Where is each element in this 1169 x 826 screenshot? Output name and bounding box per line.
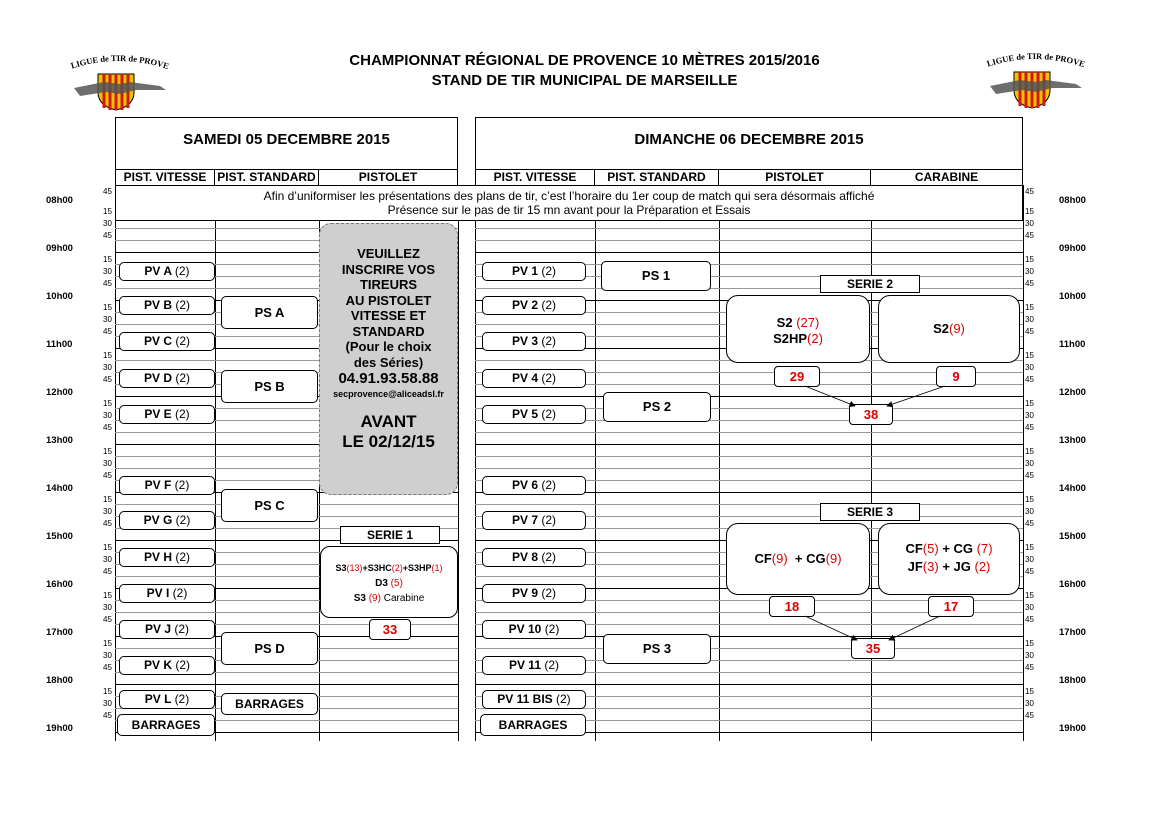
reminder-phone: 04.91.93.58.88 <box>338 370 439 387</box>
quarter-label-left: 15 <box>103 591 112 600</box>
quarter-label-left: 45 <box>103 279 112 288</box>
pv-count: (2) <box>175 658 191 672</box>
quarter-label-left: 45 <box>103 711 112 720</box>
quarter-label-right: 45 <box>1025 423 1034 432</box>
ps-a-box: PS A <box>221 296 318 329</box>
quarter-label-right: 15 <box>1025 255 1034 264</box>
pv-count: (2) <box>172 586 188 600</box>
serie3-cg-count: (9) <box>825 551 842 566</box>
hour-label-right: 17h00 <box>1059 627 1086 638</box>
quarter-label-right: 15 <box>1025 303 1034 312</box>
serie1-s3: S3 <box>335 563 347 573</box>
ps-3-box: PS 3 <box>603 634 711 664</box>
pv-label: PV 5 <box>511 407 538 421</box>
ps-2-box: PS 2 <box>603 392 711 422</box>
quarter-label-left: 45 <box>103 615 112 624</box>
quarter-label-left: 30 <box>103 363 112 372</box>
serie2-carab-count: (9) <box>949 321 965 336</box>
hour-label-left: 10h00 <box>46 291 73 302</box>
serie3-cg: + CG <box>794 551 826 566</box>
pv-count: (2) <box>174 264 190 278</box>
hour-label-right: 14h00 <box>1059 483 1086 494</box>
serie-3-label: SERIE 3 <box>820 503 920 521</box>
pv-count: (2) <box>541 264 557 278</box>
hour-label-right: 11h00 <box>1059 339 1086 350</box>
pv-label: PV K <box>143 658 172 672</box>
arrow-s3-pist <box>805 616 857 640</box>
pv-label: PV 11 <box>508 658 541 672</box>
arrow-s2-pist <box>805 386 855 406</box>
serie-3-pistolet-subtotal: 18 <box>769 596 815 617</box>
page-subtitle: STAND DE TIR MUNICIPAL DE MARSEILLE <box>431 72 738 89</box>
quarter-label-left: 15 <box>103 639 112 648</box>
arrow-s2-carab <box>887 386 945 406</box>
col-sat-pist-vitesse: PIST. VITESSE <box>115 169 215 186</box>
pv-count: (2) <box>541 513 557 527</box>
quarter-label-right: 30 <box>1025 363 1034 372</box>
quarter-label-right: 15 <box>1025 687 1034 696</box>
quarter-label-left: 15 <box>103 687 112 696</box>
quarter-label-right: 45 <box>1025 375 1034 384</box>
hour-label-right: 13h00 <box>1059 435 1086 446</box>
barrages-box: BARRAGES <box>480 714 586 736</box>
pv-label: PV F <box>144 478 172 492</box>
hour-label-left: 11h00 <box>46 339 73 350</box>
hour-label-right: 09h00 <box>1059 243 1086 254</box>
quarter-label-right: 30 <box>1025 699 1034 708</box>
quarter-label-right: 45 <box>1025 187 1034 196</box>
quarter-label-left: 45 <box>103 663 112 672</box>
pv-label: PV 9 <box>511 586 538 600</box>
ps-b-box: PS B <box>221 370 318 403</box>
pv-count: (2) <box>544 622 560 636</box>
pv-count: (2) <box>175 334 191 348</box>
serie1-d3: D3 <box>375 578 388 589</box>
quarter-label-right: 30 <box>1025 315 1034 324</box>
quarter-label-right: 30 <box>1025 459 1034 468</box>
serie-2-pistolet-subtotal: 29 <box>774 366 820 387</box>
serie1-s3-count: (13) <box>346 563 363 573</box>
sunday-title: DIMANCHE 06 DECEMBRE 2015 <box>475 117 1023 169</box>
quarter-label-left: 30 <box>103 699 112 708</box>
pv-count: (2) <box>175 407 190 421</box>
quarter-label-right: 30 <box>1025 555 1034 564</box>
serie2-s2hp-count: (2) <box>807 331 823 346</box>
pv-label: PV 10 <box>508 622 542 636</box>
pv-label: PV 11 BIS <box>497 692 553 706</box>
reminder-line-7: (Pour le choix <box>345 339 432 354</box>
serie1-s3hp-count: (1) <box>431 563 443 573</box>
pv-label: PV A <box>144 264 172 278</box>
col-sat-pistolet: PISTOLET <box>319 169 458 186</box>
serie1-s3hp: +S3HP <box>402 563 432 573</box>
col-sun-pist-standard: PIST. STANDARD <box>595 169 719 186</box>
quarter-label-right: 30 <box>1025 651 1034 660</box>
pv-count: (2) <box>175 550 191 564</box>
reminder-line-4: AU PISTOLET <box>345 292 432 308</box>
reminder-line-5: VITESSE ET <box>350 308 427 323</box>
hour-label-left: 19h00 <box>46 723 73 734</box>
quarter-label-right: 15 <box>1025 639 1034 648</box>
pv-label: PV J <box>144 622 171 636</box>
quarter-label-right: 15 <box>1025 399 1034 408</box>
pv-label: PV 6 <box>511 478 538 492</box>
pv-count: (2) <box>541 407 557 421</box>
quarter-label-right: 45 <box>1025 615 1034 624</box>
ps-barrages-box: BARRAGES <box>221 693 318 715</box>
pv-count: (2) <box>556 692 571 706</box>
quarter-label-left: 15 <box>103 207 112 216</box>
serie3-ccg-count: (7) <box>976 541 993 556</box>
ps-1-box: PS 1 <box>601 261 711 291</box>
serie-1-label: SERIE 1 <box>340 526 440 544</box>
hour-label-left: 09h00 <box>46 243 73 254</box>
quarter-label-right: 15 <box>1025 591 1034 600</box>
quarter-label-right: 30 <box>1025 267 1034 276</box>
pv-label: PV D <box>143 371 172 385</box>
quarter-label-left: 30 <box>103 219 112 228</box>
quarter-label-left: 45 <box>103 471 112 480</box>
quarter-label-right: 30 <box>1025 411 1034 420</box>
serie3-cjg: + JG <box>942 559 971 574</box>
quarter-label-right: 45 <box>1025 711 1034 720</box>
pv-count: (2) <box>541 586 557 600</box>
serie3-cjf-count: (3) <box>922 559 939 574</box>
quarter-label-right: 15 <box>1025 495 1034 504</box>
col-sun-pist-vitesse: PIST. VITESSE <box>475 169 595 186</box>
quarter-label-right: 30 <box>1025 507 1034 516</box>
quarter-label-right: 45 <box>1025 567 1034 576</box>
hour-label-right: 16h00 <box>1059 579 1086 590</box>
notice-line-1: Afin d’uniformiser les présentations des plans de tir, c’est l’horaire du 1er coup de match qui sera désormais affiché <box>263 189 875 203</box>
reminder-line-8: des Séries) <box>353 354 424 370</box>
pv-count: (2) <box>541 371 557 385</box>
pv-count: (2) <box>175 371 191 385</box>
serie3-ccf: CF <box>905 541 923 556</box>
quarter-label-left: 30 <box>103 651 112 660</box>
pv-label: PV H <box>143 550 172 564</box>
hour-label-left: 15h00 <box>46 531 73 542</box>
pv-count: (2) <box>174 478 190 492</box>
quarter-label-left: 15 <box>103 255 112 264</box>
serie3-cf: CF <box>754 551 772 566</box>
saturday-title: SAMEDI 05 DECEMBRE 2015 <box>115 117 458 169</box>
pv-count: (2) <box>174 622 190 636</box>
quarter-label-left: 30 <box>103 603 112 612</box>
serie1-s3hc: +S3HC <box>362 563 392 573</box>
hour-label-right: 12h00 <box>1059 387 1086 398</box>
pv-count: (2) <box>541 478 557 492</box>
ps-d-box: PS D <box>221 632 318 665</box>
hour-label-right: 15h00 <box>1059 531 1086 542</box>
barrages-box: BARRAGES <box>117 714 215 736</box>
pv-label: PV 4 <box>511 371 538 385</box>
quarter-label-right: 30 <box>1025 219 1034 228</box>
quarter-label-left: 30 <box>103 411 112 420</box>
notice-line-2: Présence sur le pas de tir 15 mn avant pour la Préparation et Essais <box>387 203 751 217</box>
pv-count: (2) <box>541 334 557 348</box>
serie1-s3c: S3 <box>353 593 366 604</box>
serie-3-carabine-subtotal: 17 <box>928 596 974 617</box>
serie1-s3c-count: (9) <box>368 593 381 604</box>
reminder-email: secprovence@aliceadsl.fr <box>333 389 444 399</box>
quarter-label-left: 45 <box>103 187 112 196</box>
pv-label: PV 1 <box>511 264 538 278</box>
quarter-label-left: 15 <box>103 447 112 456</box>
quarter-label-left: 45 <box>103 231 112 240</box>
serie2-s2hp: S2HP <box>773 331 808 346</box>
pv-label: PV G <box>143 513 173 527</box>
logo-text: LIGUE de TIR de PROVE <box>69 52 171 72</box>
hour-label-right: 10h00 <box>1059 291 1086 302</box>
reminder-deadline-1: AVANT <box>360 412 417 431</box>
hour-label-left: 17h00 <box>46 627 73 638</box>
pv-label: PV 3 <box>511 334 538 348</box>
serie3-ccf-count: (5) <box>922 541 939 556</box>
logo-text: LIGUE de TIR de PROVE <box>985 50 1087 70</box>
quarter-label-right: 15 <box>1025 543 1034 552</box>
serie-2-label: SERIE 2 <box>820 275 920 293</box>
quarter-label-right: 45 <box>1025 663 1034 672</box>
quarter-label-left: 45 <box>103 327 112 336</box>
col-sun-carabine: CARABINE <box>871 169 1023 186</box>
pv-count: (2) <box>174 692 190 706</box>
quarter-label-right: 45 <box>1025 519 1034 528</box>
hour-label-left: 14h00 <box>46 483 73 494</box>
quarter-label-left: 30 <box>103 267 112 276</box>
serie3-cjf: JF <box>907 559 923 574</box>
hour-label-right: 18h00 <box>1059 675 1086 686</box>
serie3-cf-count: (9) <box>771 551 788 566</box>
serie2-carab: S2 <box>933 321 949 336</box>
col-sun-pistolet: PISTOLET <box>719 169 871 186</box>
quarter-label-right: 45 <box>1025 279 1034 288</box>
pv-label: PV 8 <box>511 550 538 564</box>
quarter-label-right: 45 <box>1025 327 1034 336</box>
quarter-label-left: 45 <box>103 519 112 528</box>
quarter-label-left: 30 <box>103 459 112 468</box>
serie2-s2: S2 <box>776 315 793 330</box>
hour-label-right: 08h00 <box>1059 195 1086 206</box>
quarter-label-left: 15 <box>103 351 112 360</box>
pv-label: PV E <box>144 407 172 421</box>
serie-1-total: 33 <box>369 619 411 640</box>
page-title: CHAMPIONNAT RÉGIONAL DE PROVENCE 10 MÈTRES 2015/2016 <box>349 52 820 69</box>
pv-label: PV 2 <box>511 298 538 312</box>
pv-label: PV B <box>143 298 172 312</box>
serie-2-carabine-subtotal: 9 <box>936 366 976 387</box>
quarter-label-left: 30 <box>103 507 112 516</box>
pv-label: PV 7 <box>511 513 538 527</box>
serie1-s3hc-count: (2) <box>391 563 403 573</box>
quarter-label-right: 30 <box>1025 603 1034 612</box>
serie1-carabine: Carabine <box>383 593 425 604</box>
pv-label: PV C <box>143 334 172 348</box>
hour-label-left: 16h00 <box>46 579 73 590</box>
arrow-s3-carab <box>889 616 940 640</box>
quarter-label-left: 45 <box>103 567 112 576</box>
serie3-ccg: + CG <box>942 541 974 556</box>
quarter-label-left: 15 <box>103 303 112 312</box>
quarter-label-left: 30 <box>103 315 112 324</box>
serie2-s2-count: (27) <box>796 315 820 330</box>
reminder-line-6: STANDARD <box>352 323 425 339</box>
hour-label-right: 19h00 <box>1059 723 1086 734</box>
pv-label: PV I <box>146 586 170 600</box>
pv-count: (2) <box>175 513 191 527</box>
hour-label-left: 12h00 <box>46 387 73 398</box>
quarter-label-right: 15 <box>1025 447 1034 456</box>
quarter-label-left: 15 <box>103 543 112 552</box>
quarter-label-right: 15 <box>1025 207 1034 216</box>
ps-c-box: PS C <box>221 489 318 522</box>
reminder-line-1: VEUILLEZ <box>357 246 420 261</box>
reminder-line-3: TIREURS <box>359 277 418 292</box>
hour-label-left: 18h00 <box>46 675 73 686</box>
reminder-line-2: INSCRIRE VOS <box>341 261 436 277</box>
quarter-label-left: 15 <box>103 495 112 504</box>
reminder-deadline-2: LE 02/12/15 <box>342 432 435 451</box>
serie-3-total: 35 <box>851 638 895 659</box>
serie3-cjg-count: (2) <box>974 559 991 574</box>
quarter-label-right: 15 <box>1025 351 1034 360</box>
hour-label-left: 08h00 <box>46 195 73 206</box>
serie-2-total: 38 <box>849 404 893 425</box>
pv-label: PV L <box>144 692 172 706</box>
col-sat-pist-standard: PIST. STANDARD <box>215 169 319 186</box>
quarter-label-left: 15 <box>103 399 112 408</box>
quarter-label-left: 45 <box>103 423 112 432</box>
serie1-d3-count: (5) <box>390 578 403 589</box>
quarter-label-left: 30 <box>103 555 112 564</box>
pv-count: (2) <box>544 658 560 672</box>
quarter-label-left: 45 <box>103 375 112 384</box>
pv-count: (2) <box>175 298 191 312</box>
quarter-label-right: 45 <box>1025 231 1034 240</box>
pv-count: (2) <box>541 298 557 312</box>
pv-count: (2) <box>541 550 557 564</box>
quarter-label-right: 45 <box>1025 471 1034 480</box>
hour-label-left: 13h00 <box>46 435 73 446</box>
